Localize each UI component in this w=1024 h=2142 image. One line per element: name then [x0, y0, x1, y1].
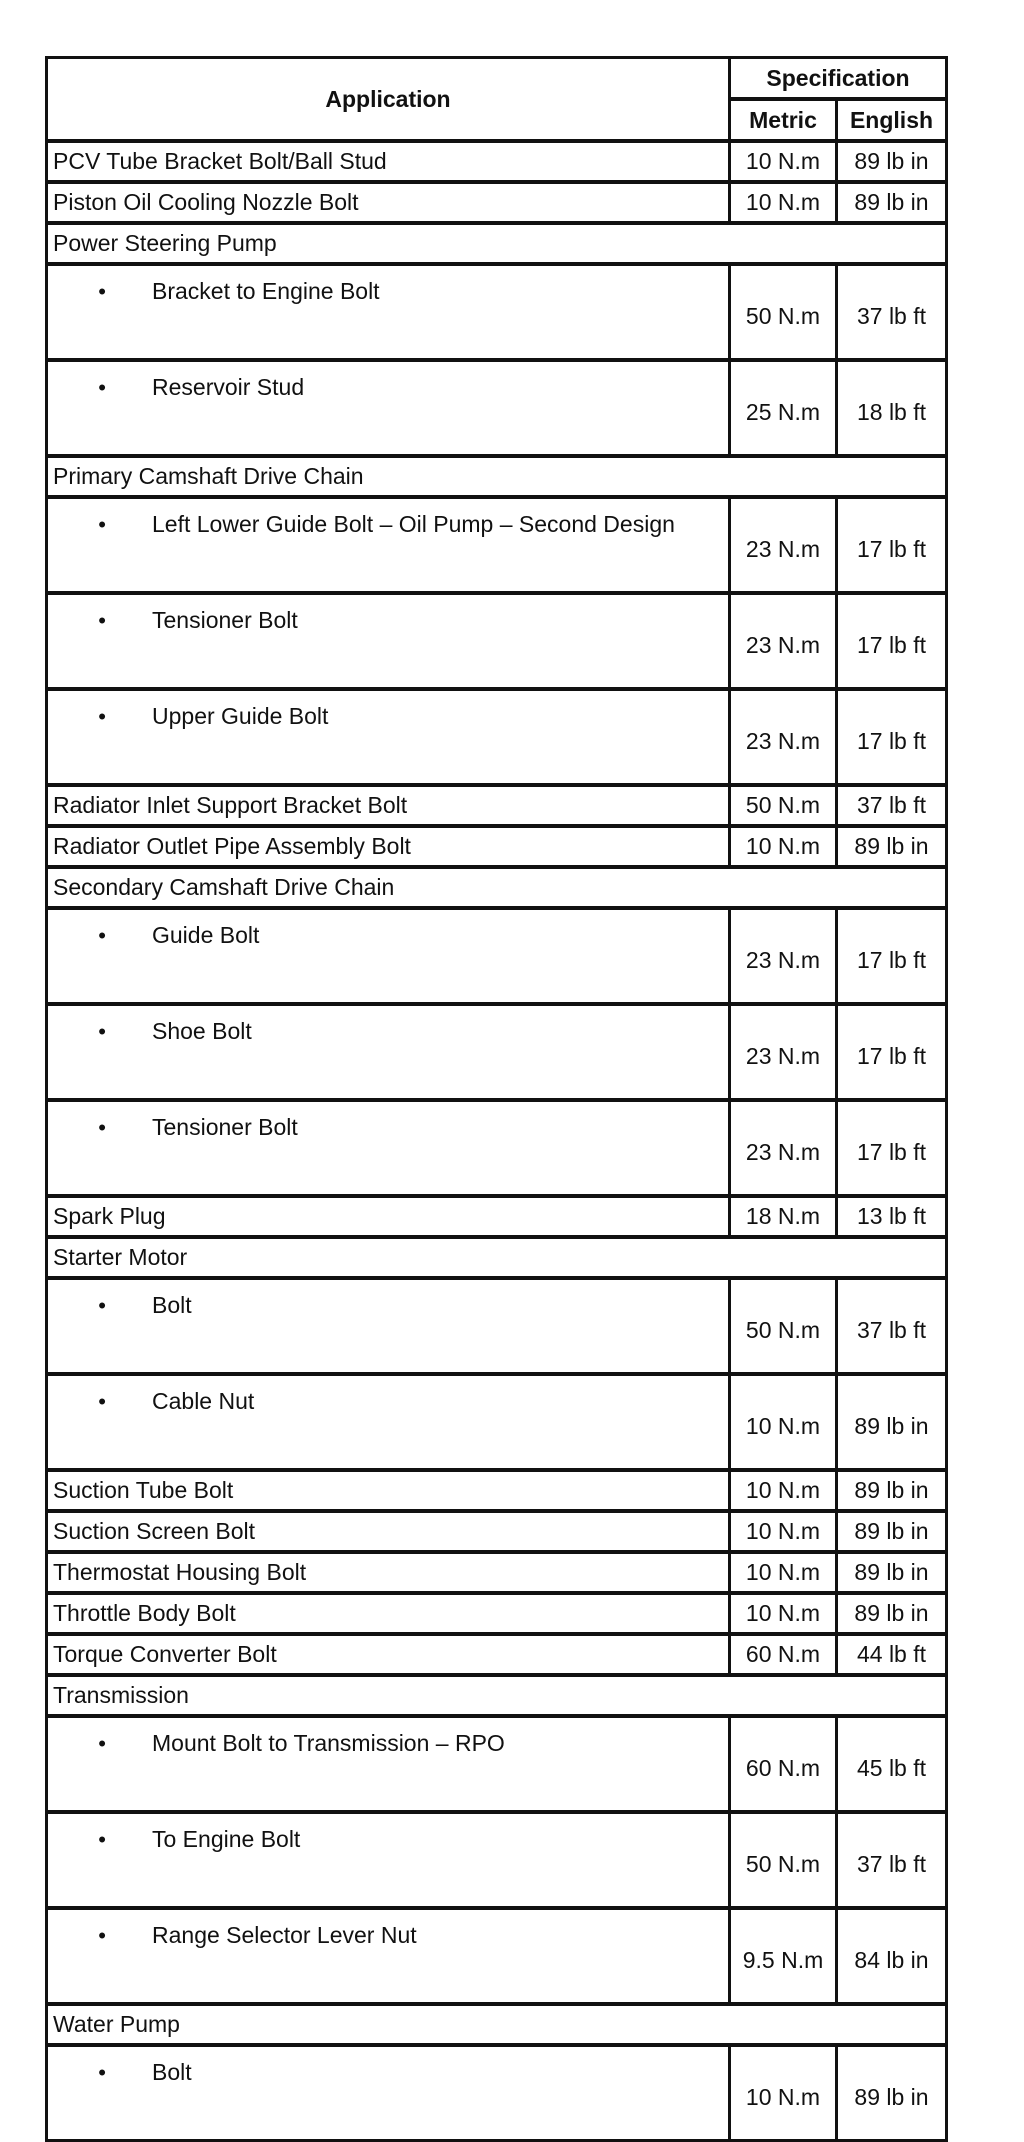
group-row: [48, 2006, 945, 2047]
english-value: 44 lb ft: [838, 1636, 945, 1677]
application-label: Tensioner Bolt: [152, 1114, 298, 1140]
sub-item-row: [48, 910, 945, 1006]
bullet-icon: [48, 374, 152, 401]
english-value: 18 lb ft: [838, 362, 945, 458]
application-cell: [48, 1814, 731, 1910]
table-row: [48, 1554, 945, 1595]
english-value: 45 lb ft: [838, 1718, 945, 1814]
application-cell: Power Steering Pump: [48, 225, 945, 266]
bullet-icon: [48, 511, 152, 538]
group-row: [48, 869, 945, 910]
metric-value: 10 N.m: [731, 184, 838, 225]
bullet-icon: [48, 1826, 152, 1853]
application-cell: Spark Plug: [48, 1198, 731, 1239]
table-row: [48, 143, 945, 184]
sub-item-row: [48, 1814, 945, 1910]
application-label: Tensioner Bolt: [152, 607, 298, 633]
english-value: 89 lb in: [838, 143, 945, 184]
english-value: 84 lb in: [838, 1910, 945, 2006]
metric-value: 10 N.m: [731, 1513, 838, 1554]
group-row: [48, 1239, 945, 1280]
table-row: [48, 184, 945, 225]
application-label: Guide Bolt: [152, 922, 260, 948]
metric-value: 23 N.m: [731, 1102, 838, 1198]
english-value: 37 lb ft: [838, 1814, 945, 1910]
metric-value: 23 N.m: [731, 499, 838, 595]
table-body: [48, 143, 945, 2139]
application-cell: Suction Screen Bolt: [48, 1513, 731, 1554]
sub-item-row: [48, 2047, 945, 2139]
english-value: 13 lb ft: [838, 1198, 945, 1239]
bullet-icon: [48, 607, 152, 634]
application-cell: Torque Converter Bolt: [48, 1636, 731, 1677]
english-value: 17 lb ft: [838, 595, 945, 691]
sub-item-row: [48, 266, 945, 362]
table-row: [48, 1472, 945, 1513]
metric-value: 10 N.m: [731, 1554, 838, 1595]
english-value: 37 lb ft: [838, 787, 945, 828]
metric-value: 60 N.m: [731, 1718, 838, 1814]
metric-value: 10 N.m: [731, 828, 838, 869]
bullet-icon: [48, 703, 152, 730]
sub-item-row: [48, 1102, 945, 1198]
application-label: Reservoir Stud: [152, 374, 305, 400]
bullet-icon: [48, 278, 152, 305]
torque-spec-table: [45, 56, 948, 2142]
bullet-icon: [48, 1922, 152, 1949]
sub-item-row: [48, 595, 945, 691]
application-cell: Suction Tube Bolt: [48, 1472, 731, 1513]
metric-value: 23 N.m: [731, 691, 838, 787]
table-row: [48, 1513, 945, 1554]
application-label: Mount Bolt to Transmission – RPO: [152, 1730, 505, 1756]
application-label: Upper Guide Bolt: [152, 703, 329, 729]
application-cell: Starter Motor: [48, 1239, 945, 1280]
application-cell: Radiator Inlet Support Bracket Bolt: [48, 787, 731, 828]
english-value: 89 lb in: [838, 184, 945, 225]
bullet-icon: [48, 1114, 152, 1141]
bullet-icon: [48, 1388, 152, 1415]
application-cell: Water Pump: [48, 2006, 945, 2047]
application-label: Left Lower Guide Bolt – Oil Pump – Second Design: [152, 511, 675, 537]
application-cell: Throttle Body Bolt: [48, 1595, 731, 1636]
application-cell: [48, 1376, 731, 1472]
header-application: Application: [48, 59, 731, 143]
application-cell: [48, 2047, 731, 2139]
application-cell: [48, 499, 731, 595]
english-value: 89 lb in: [838, 1376, 945, 1472]
english-value: 89 lb in: [838, 1554, 945, 1595]
application-label: Bolt: [152, 1292, 192, 1318]
application-cell: [48, 1280, 731, 1376]
group-row: [48, 458, 945, 499]
application-cell: Primary Camshaft Drive Chain: [48, 458, 945, 499]
application-cell: [48, 910, 731, 1006]
sub-item-row: [48, 1910, 945, 2006]
application-cell: [48, 362, 731, 458]
header-specification: Specification: [731, 59, 945, 101]
sub-item-row: [48, 499, 945, 595]
table-row: [48, 787, 945, 828]
metric-value: 10 N.m: [731, 143, 838, 184]
sub-item-row: [48, 362, 945, 458]
group-row: [48, 225, 945, 266]
sub-item-row: [48, 1376, 945, 1472]
english-value: 17 lb ft: [838, 1006, 945, 1102]
metric-value: 10 N.m: [731, 2047, 838, 2139]
application-cell: Thermostat Housing Bolt: [48, 1554, 731, 1595]
bullet-icon: [48, 1730, 152, 1757]
application-label: Bracket to Engine Bolt: [152, 278, 380, 304]
application-cell: [48, 1910, 731, 2006]
metric-value: 50 N.m: [731, 1280, 838, 1376]
metric-value: 50 N.m: [731, 787, 838, 828]
application-label: Cable Nut: [152, 1388, 255, 1414]
english-value: 17 lb ft: [838, 499, 945, 595]
application-cell: [48, 1006, 731, 1102]
application-cell: PCV Tube Bracket Bolt/Ball Stud: [48, 143, 731, 184]
application-cell: [48, 691, 731, 787]
bullet-icon: [48, 1018, 152, 1045]
metric-value: 23 N.m: [731, 1006, 838, 1102]
english-value: 37 lb ft: [838, 1280, 945, 1376]
application-cell: Radiator Outlet Pipe Assembly Bolt: [48, 828, 731, 869]
metric-value: 60 N.m: [731, 1636, 838, 1677]
group-row: [48, 1677, 945, 1718]
table-row: [48, 828, 945, 869]
metric-value: 10 N.m: [731, 1376, 838, 1472]
english-value: 17 lb ft: [838, 1102, 945, 1198]
table-row: [48, 1636, 945, 1677]
metric-value: 50 N.m: [731, 266, 838, 362]
application-label: Shoe Bolt: [152, 1018, 252, 1044]
bullet-icon: [48, 2059, 152, 2086]
table-row: [48, 1198, 945, 1239]
metric-value: 23 N.m: [731, 595, 838, 691]
sub-item-row: [48, 1006, 945, 1102]
table-row: [48, 1595, 945, 1636]
metric-value: 18 N.m: [731, 1198, 838, 1239]
english-value: 37 lb ft: [838, 266, 945, 362]
metric-value: 9.5 N.m: [731, 1910, 838, 2006]
metric-value: 23 N.m: [731, 910, 838, 1006]
metric-value: 10 N.m: [731, 1595, 838, 1636]
sub-item-row: [48, 1280, 945, 1376]
english-value: 17 lb ft: [838, 910, 945, 1006]
application-cell: [48, 595, 731, 691]
english-value: 89 lb in: [838, 1595, 945, 1636]
english-value: 17 lb ft: [838, 691, 945, 787]
application-cell: [48, 1102, 731, 1198]
sub-item-row: [48, 1718, 945, 1814]
metric-value: 25 N.m: [731, 362, 838, 458]
application-cell: Piston Oil Cooling Nozzle Bolt: [48, 184, 731, 225]
english-value: 89 lb in: [838, 1472, 945, 1513]
header-metric: Metric: [731, 101, 838, 143]
bullet-icon: [48, 1292, 152, 1319]
header-english: English: [838, 101, 945, 143]
bullet-icon: [48, 922, 152, 949]
application-label: Bolt: [152, 2059, 192, 2085]
english-value: 89 lb in: [854, 2083, 929, 2110]
english-value: 89 lb in: [838, 828, 945, 869]
application-cell: Transmission: [48, 1677, 945, 1718]
sub-item-row: [48, 691, 945, 787]
application-label: To Engine Bolt: [152, 1826, 301, 1852]
english-value: 89 lb in: [838, 1513, 945, 1554]
application-cell: Secondary Camshaft Drive Chain: [48, 869, 945, 910]
application-cell: [48, 1718, 731, 1814]
application-cell: [48, 266, 731, 362]
metric-value: 50 N.m: [731, 1814, 838, 1910]
application-label: Range Selector Lever Nut: [152, 1922, 417, 1948]
metric-value: 10 N.m: [731, 1472, 838, 1513]
